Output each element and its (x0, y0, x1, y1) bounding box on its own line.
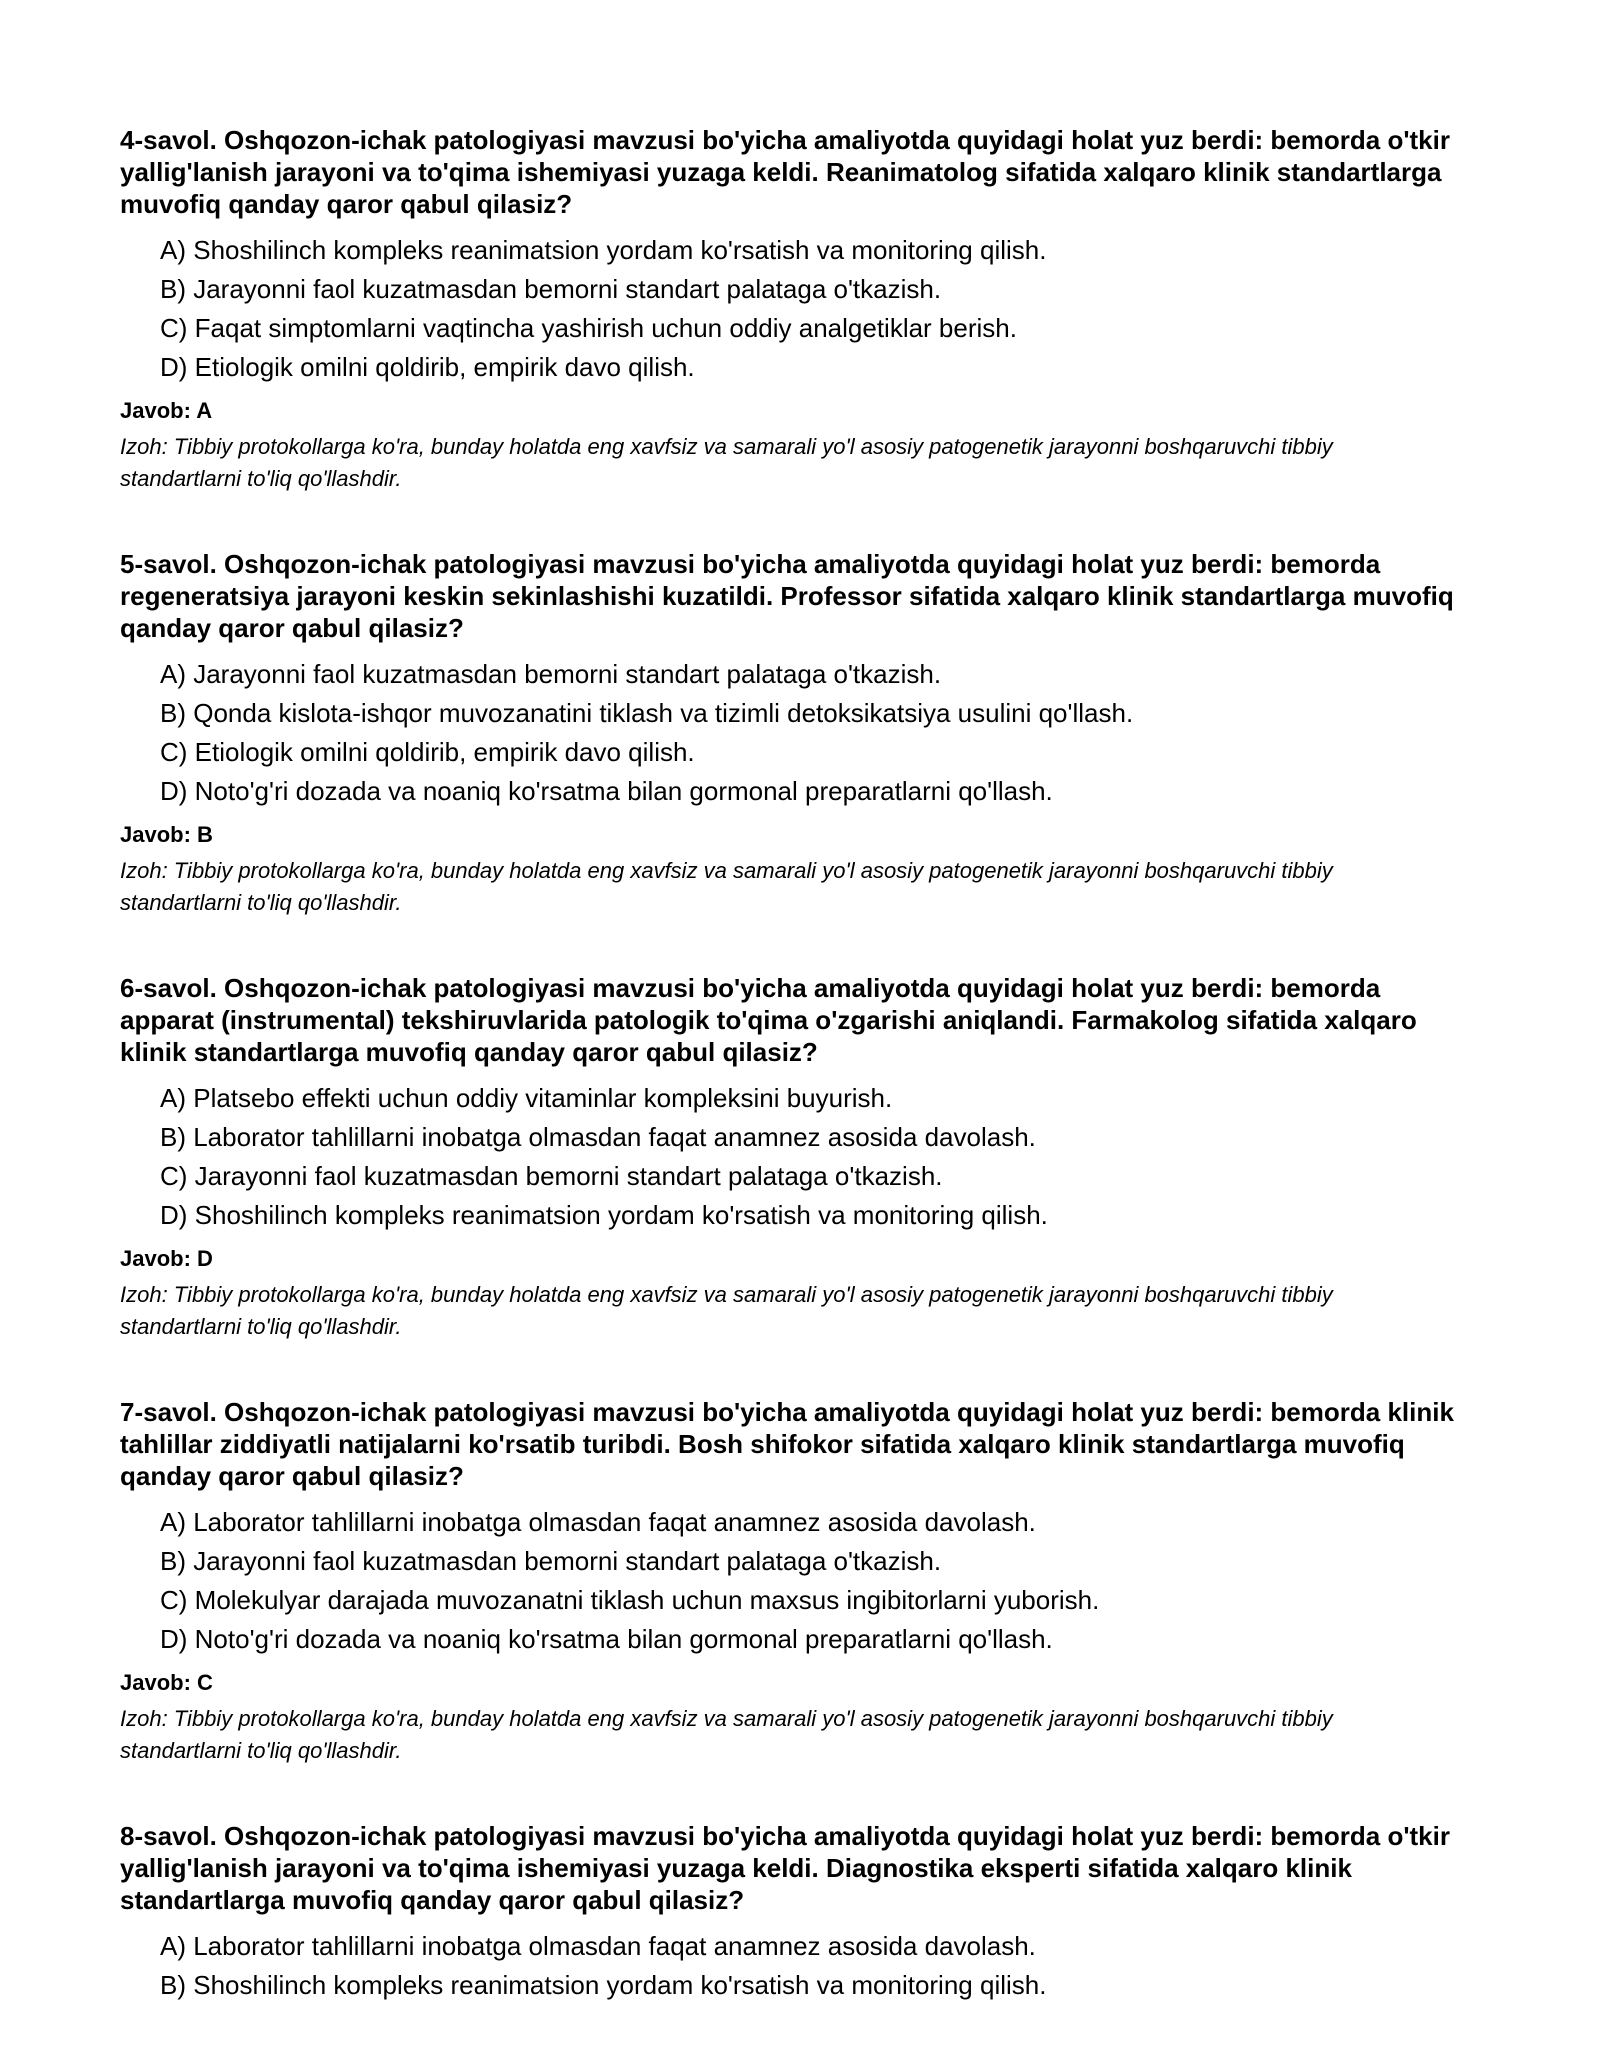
option-b: B) Qonda kislota-ishqor muvozanatini tiklash va tizimli detoksikatsiya usulini qo'llash. (160, 698, 1134, 728)
option-list (120, 1079, 1480, 1235)
option-b: B) Shoshilinch kompleks reanimatsion yordam ko'rsatish va monitoring qilish. (160, 1970, 1047, 2000)
answer-label: Javob: A (120, 398, 213, 423)
question-block (120, 1820, 1480, 2005)
option-b: B) Jarayonni faol kuzatmasdan bemorni standart palataga o'tkazish. (160, 274, 942, 304)
question-block (120, 548, 1480, 919)
question-title: 6-savol. Oshqozon-ichak patologiyasi mavzusi bo'yicha amaliyotda quyidagi holat yuz berdi: bemorda apparat (instrumental) tekshiruvlarida patologik to'qima o'zgarishi aniqlandi. Farmakolog sifatida xalqaro klinik standartlarga muvofiq qanday qaror qabul qilasiz? (120, 973, 1417, 1067)
option-c: C) Faqat simptomlarni vaqtincha yashirish uchun oddiy analgetiklar berish. (160, 313, 1017, 343)
option-d: D) Shoshilinch kompleks reanimatsion yordam ko'rsatish va monitoring qilish. (160, 1200, 1048, 1230)
option-list (120, 1503, 1480, 1659)
option-c: C) Etiologik omilni qoldirib, empirik davo qilish. (160, 737, 695, 767)
answer-label: Javob: B (120, 822, 213, 847)
option-list (120, 231, 1480, 387)
question-block (120, 972, 1480, 1343)
option-a: A) Laborator tahlillarni inobatga olmasdan faqat anamnez asosida davolash. (160, 1931, 1036, 1961)
option-a: A) Shoshilinch kompleks reanimatsion yordam ko'rsatish va monitoring qilish. (160, 235, 1047, 265)
answer-label: Javob: D (120, 1246, 213, 1271)
option-list (120, 1927, 1480, 2005)
option-b: B) Jarayonni faol kuzatmasdan bemorni standart palataga o'tkazish. (160, 1546, 942, 1576)
question-title: 7-savol. Oshqozon-ichak patologiyasi mavzusi bo'yicha amaliyotda quyidagi holat yuz berdi: bemorda klinik tahlillar ziddiyatli natijalarni ko'rsatib turibdi. Bosh shifokor sifatida xalqaro klinik standartlarga muvofiq qanday qaror qabul qilasiz? (120, 1397, 1454, 1491)
answer-label: Javob: C (120, 1670, 213, 1695)
question-title: 4-savol. Oshqozon-ichak patologiyasi mavzusi bo'yicha amaliyotda quyidagi holat yuz berdi: bemorda o'tkir yallig'lanish jarayoni va to'qima ishemiyasi yuzaga keldi. Reanimatolog sifatida xalqaro klinik standartlarga muvofiq qanday qaror qabul qilasiz? (120, 125, 1450, 219)
question-block (120, 124, 1480, 495)
question-title: 8-savol. Oshqozon-ichak patologiyasi mavzusi bo'yicha amaliyotda quyidagi holat yuz berdi: bemorda o'tkir yallig'lanish jarayoni va to'qima ishemiyasi yuzaga keldi. Diagnostika eksperti sifatida xalqaro klinik standartlarga muvofiq qanday qaror qabul qilasiz? (120, 1821, 1450, 1915)
question-block (120, 1396, 1480, 1767)
explanation-note: Izoh: Tibbiy protokollarga ko'ra, bunday holatda eng xavfsiz va samarali yo'l asosiy patogenetik jarayonni boshqaruvchi tibbiy standartlarni to'liq qo'llashdir. (120, 434, 1333, 491)
option-d: D) Noto'g'ri dozada va noaniq ko'rsatma bilan gormonal preparatlarni qo'llash. (160, 776, 1053, 806)
option-c: C) Jarayonni faol kuzatmasdan bemorni standart palataga o'tkazish. (160, 1161, 943, 1191)
explanation-note: Izoh: Tibbiy protokollarga ko'ra, bunday holatda eng xavfsiz va samarali yo'l asosiy patogenetik jarayonni boshqaruvchi tibbiy standartlarni to'liq qo'llashdir. (120, 858, 1333, 915)
option-a: A) Platsebo effekti uchun oddiy vitaminlar kompleksini buyurish. (160, 1083, 893, 1113)
option-b: B) Laborator tahlillarni inobatga olmasdan faqat anamnez asosida davolash. (160, 1122, 1036, 1152)
option-a: A) Jarayonni faol kuzatmasdan bemorni standart palataga o'tkazish. (160, 659, 942, 689)
option-d: D) Etiologik omilni qoldirib, empirik davo qilish. (160, 352, 695, 382)
explanation-note: Izoh: Tibbiy protokollarga ko'ra, bunday holatda eng xavfsiz va samarali yo'l asosiy patogenetik jarayonni boshqaruvchi tibbiy standartlarni to'liq qo'llashdir. (120, 1282, 1333, 1339)
option-list (120, 655, 1480, 811)
option-d: D) Noto'g'ri dozada va noaniq ko'rsatma bilan gormonal preparatlarni qo'llash. (160, 1624, 1053, 1654)
question-title: 5-savol. Oshqozon-ichak patologiyasi mavzusi bo'yicha amaliyotda quyidagi holat yuz berdi: bemorda regeneratsiya jarayoni keskin sekinlashishi kuzatildi. Professor sifatida xalqaro klinik standartlarga muvofiq qanday qaror qabul qilasiz? (120, 549, 1454, 643)
explanation-note: Izoh: Tibbiy protokollarga ko'ra, bunday holatda eng xavfsiz va samarali yo'l asosiy patogenetik jarayonni boshqaruvchi tibbiy standartlarni to'liq qo'llashdir. (120, 1706, 1333, 1763)
option-a: A) Laborator tahlillarni inobatga olmasdan faqat anamnez asosida davolash. (160, 1507, 1036, 1537)
option-c: C) Molekulyar darajada muvozanatni tiklash uchun maxsus ingibitorlarni yuborish. (160, 1585, 1100, 1615)
document-page (120, 124, 1480, 2058)
